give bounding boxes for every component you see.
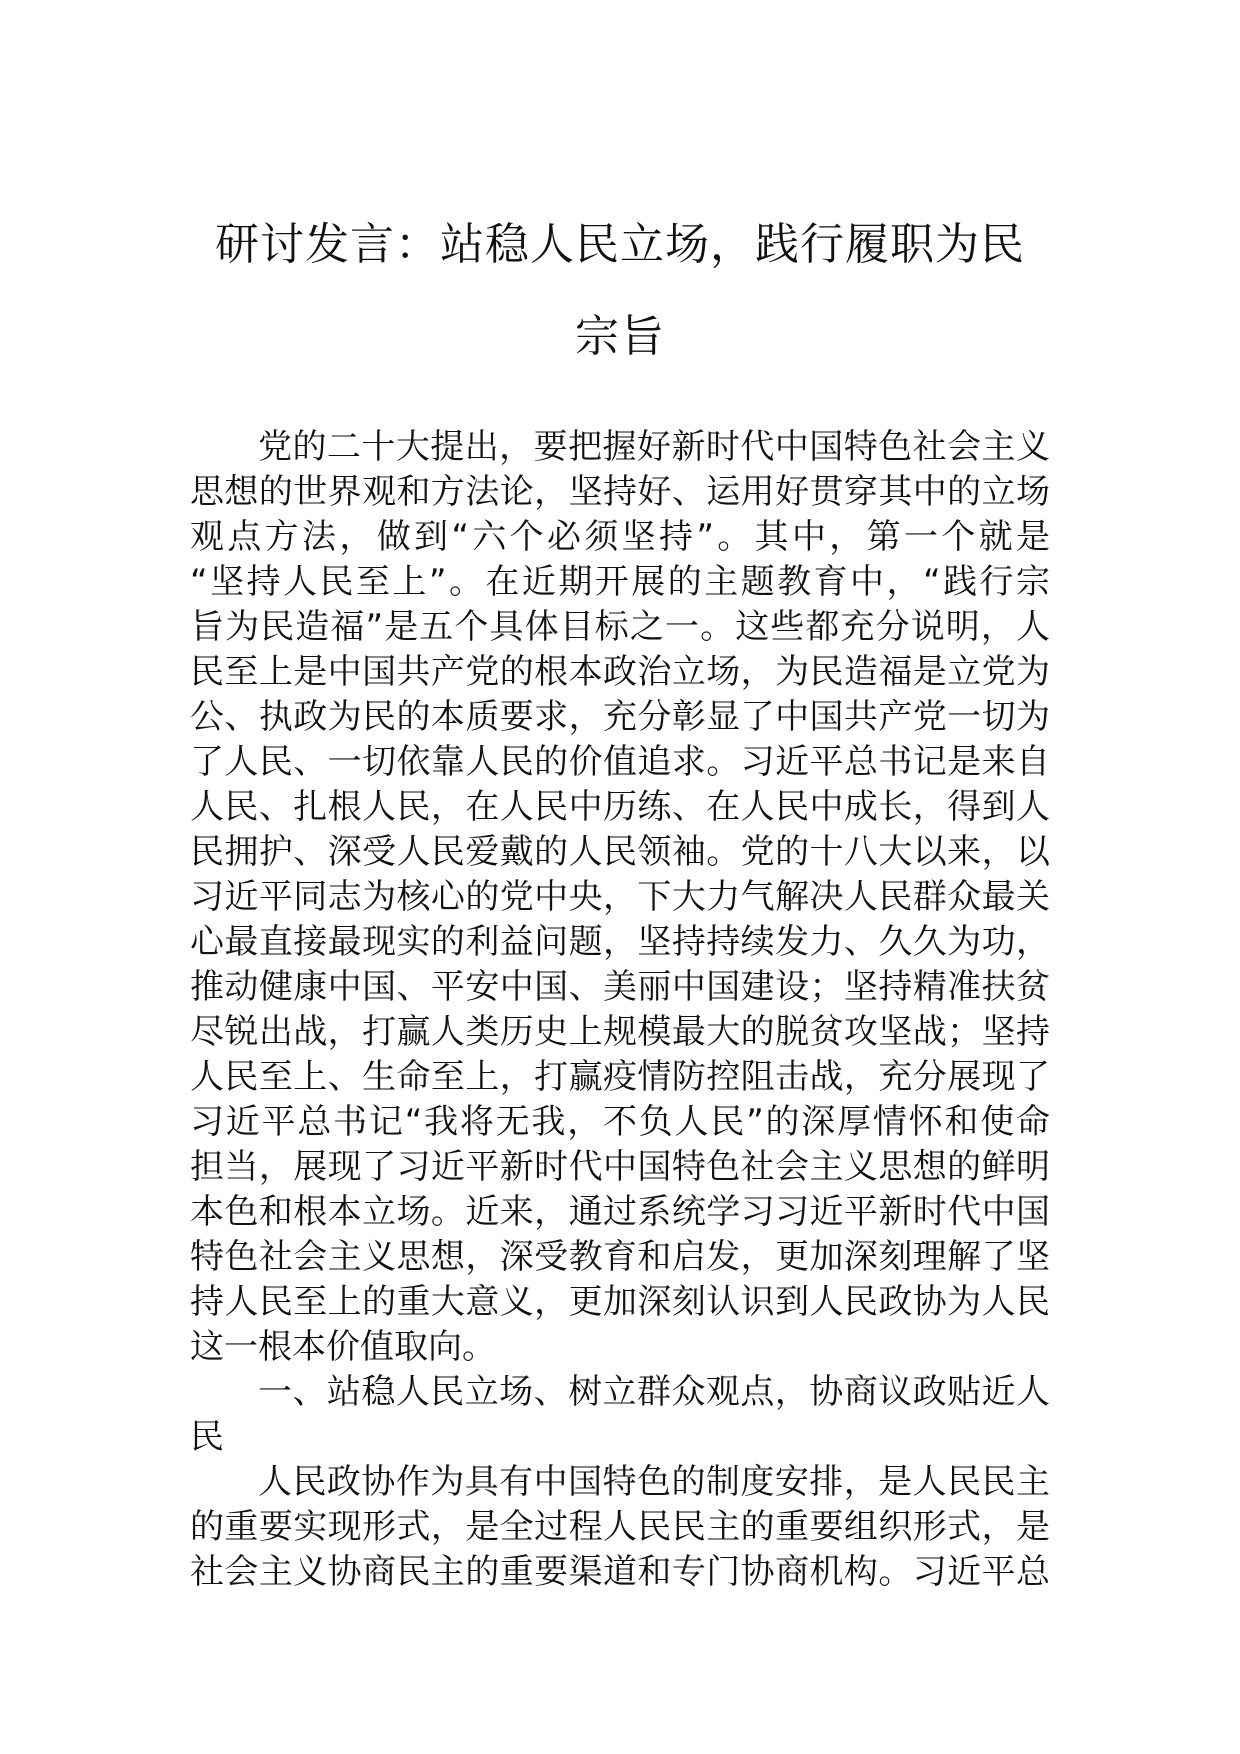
paragraph-1-line: 民拥护、深受人民爱戴的人民领袖。党的十八大以来，以 — [190, 832, 1050, 872]
paragraph-1-line: 习近平同志为核心的党中央，下大力气解决人民群众最关 — [190, 877, 1050, 917]
paragraph-1-line: 人民至上、生命至上，打赢疫情防控阻击战，充分展现了 — [190, 1057, 1050, 1097]
paragraph-1-line: 担当，展现了习近平新时代中国特色社会主义思想的鲜明 — [190, 1147, 1050, 1187]
paragraph-1-line: 本色和根本立场。近来，通过系统学习习近平新时代中国 — [190, 1192, 1050, 1232]
paragraph-1-line: 民至上是中国共产党的根本政治立场，为民造福是立党为 — [190, 652, 1050, 692]
paragraph-1-line: 旨为民造福”是五个具体目标之一。这些都充分说明，人 — [190, 607, 1050, 647]
paragraph-1-line: 了人民、一切依靠人民的价值追求。习近平总书记是来自 — [190, 742, 1050, 782]
paragraph-2-line: 的重要实现形式，是全过程人民民主的重要组织形式，是 — [190, 1507, 1050, 1547]
paragraph-1-line: 特色社会主义思想，深受教育和启发，更加深刻理解了坚 — [190, 1237, 1050, 1277]
document-title-line-2: 宗旨 — [575, 311, 665, 362]
paragraph-1-line: 持人民至上的重大意义，更加深刻认识到人民政协为人民 — [190, 1282, 1050, 1322]
paragraph-1-line: 这一根本价值取向。 — [190, 1327, 496, 1367]
paragraph-1-line: 观点方法，做到“六个必须坚持”。其中，第一个就是 — [190, 517, 1050, 557]
paragraph-1-line: 习近平总书记“我将无我，不负人民”的深厚情怀和使命 — [190, 1102, 1050, 1142]
document-title-line-1: 研讨发言：站稳人民立场，践行履职为民 — [215, 219, 1025, 270]
paragraph-1-line: “坚持人民至上”。在近期开展的主题教育中，“践行宗 — [190, 562, 1050, 602]
paragraph-2-line: 人民政协作为具有中国特色的制度安排，是人民民主 — [258, 1462, 1050, 1502]
paragraph-1-line: 党的二十大提出，要把握好新时代中国特色社会主义 — [258, 427, 1050, 467]
section-heading-1-line: 一、站稳人民立场、树立群众观点，协商议政贴近人 — [258, 1372, 1050, 1412]
paragraph-1-line: 思想的世界观和方法论，坚持好、运用好贯穿其中的立场 — [190, 472, 1050, 512]
paragraph-2-line: 社会主义协商民主的重要渠道和专门协商机构。习近平总 — [190, 1552, 1050, 1592]
document-body — [190, 425, 1050, 1595]
paragraph-1-line: 公、执政为民的本质要求，充分彰显了中国共产党一切为 — [190, 697, 1050, 737]
paragraph-1-line: 尽锐出战，打赢人类历史上规模最大的脱贫攻坚战；坚持 — [190, 1012, 1050, 1052]
paragraph-1-line: 心最直接最现实的利益问题，坚持持续发力、久久为功， — [190, 922, 1050, 962]
section-heading-1-line: 民 — [190, 1417, 224, 1457]
paragraph-1-line: 推动健康中国、平安中国、美丽中国建设；坚持精准扶贫 — [190, 967, 1050, 1007]
paragraph-1-line: 人民、扎根人民，在人民中历练、在人民中成长，得到人 — [190, 787, 1050, 827]
